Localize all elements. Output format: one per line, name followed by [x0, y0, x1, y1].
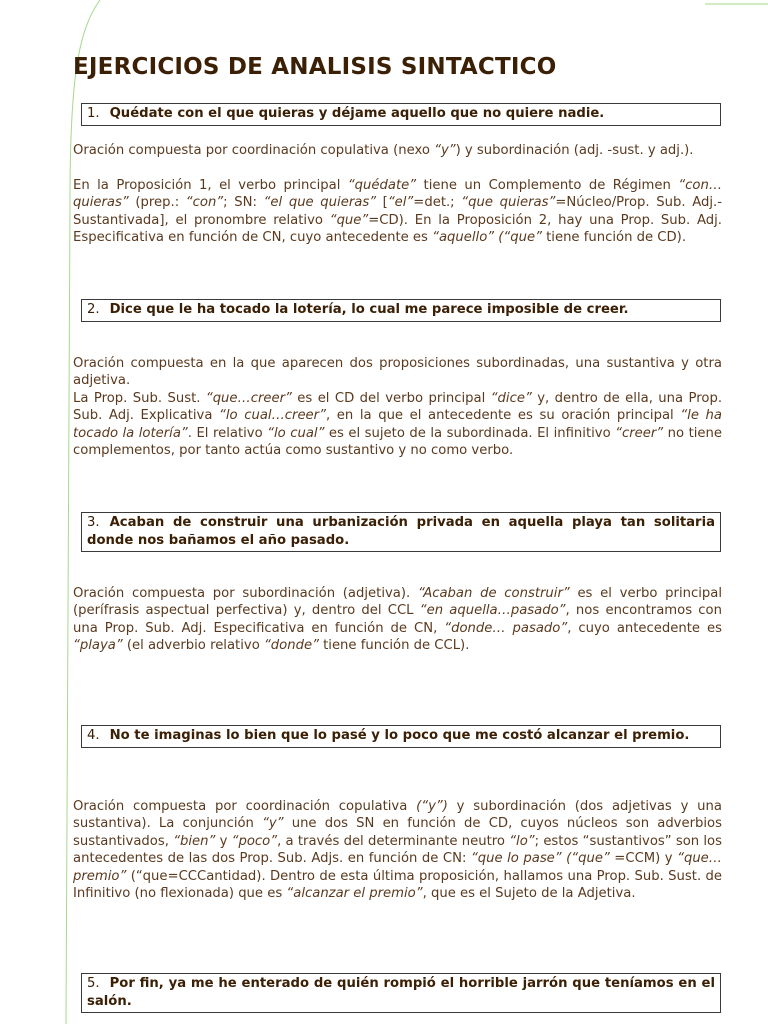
paragraph-text-run: =det.;	[413, 195, 462, 211]
paragraph-text-run: Oración compuesta por subordinación (adjetiva).	[73, 586, 418, 601]
paragraph-text-run: , que es el Sujeto de la Adjetiva.	[422, 886, 636, 902]
paragraph-text-run: , nos encontramos con una Prop. Sub. Adj. Especificativa en función de CN,	[73, 603, 722, 636]
paragraph-text-run: no tiene complementos, por tanto actúa como sustantivo y no como verbo.	[73, 425, 722, 459]
paragraph-text-run: “y”	[262, 816, 284, 832]
paragraph-text-run: =CCM) y	[609, 851, 678, 867]
paragraph-text-run: “que”	[329, 212, 369, 228]
exercise-2-paragraph-1	[73, 355, 722, 390]
paragraph-text-run: (“y”)	[416, 799, 448, 814]
paragraph-text-run: “que quieras”	[461, 195, 556, 211]
paragraph-text-run: “alcanzar el premio”	[286, 886, 423, 902]
paragraph-text-run: “el”	[387, 195, 414, 211]
exercise-number: 4.	[87, 728, 100, 743]
paragraph-text-run: “lo cual”	[267, 425, 325, 441]
paragraph-text-run: “que…premio”	[73, 851, 722, 884]
paragraph-text-run: es el CD del verbo principal	[291, 391, 491, 406]
paragraph-text-run: “aquello” (“que”	[432, 230, 542, 246]
paragraph-text-run: “lo”	[509, 833, 535, 849]
paragraph-text-run: ) y subordinación (adj. -sust. y adj.).	[455, 143, 694, 158]
paragraph-text-run: . El relativo	[187, 425, 268, 441]
exercise-number: 2.	[87, 302, 100, 317]
exercise-2-sentence	[81, 299, 721, 322]
paragraph-text-run: , en la que el antecedente es su oración principal	[325, 408, 681, 424]
paragraph-text-run: ; SN:	[223, 195, 264, 211]
paragraph-text-run: “lo cual…creer”	[219, 408, 326, 424]
paragraph-text-run: En la Proposición 1, el verbo principal	[73, 178, 348, 193]
paragraph-text-run: “creer”	[615, 425, 664, 441]
exercise-number: 1.	[87, 106, 100, 121]
exercise-sentence: No te imaginas lo bien que lo pasé y lo poco que me costó alcanzar el premio.	[109, 728, 690, 743]
exercise-sentence: Quédate con el que quieras y déjame aquello que no quiere nadie.	[109, 106, 605, 121]
paragraph-text-run: “poco”	[231, 833, 278, 849]
exercise-number: 5.	[87, 976, 100, 991]
paragraph-text-run: “que lo pase” (“que”	[470, 851, 610, 867]
exercise-number: 3.	[87, 515, 100, 530]
paragraph-text-run: y	[215, 833, 232, 849]
paragraph-text-run: es el sujeto de la subordinada. El infinitivo	[324, 425, 616, 441]
paragraph-text-run: es el verbo principal (perífrasis aspectual perfectiva) y, dentro del CCL	[73, 586, 722, 619]
paragraph-text-run: Oración compuesta por coordinación copulativa (nexo	[73, 143, 435, 158]
exercise-sentence: Por fin, ya me he enterado de quién rompió el horrible jarrón que teníamos en el salón.	[87, 976, 715, 1009]
paragraph-text-run: , cuyo antecedente es	[567, 620, 722, 636]
exercise-1-paragraph-1	[73, 142, 722, 159]
paragraph-text-run: tiene función de CD).	[541, 230, 687, 246]
exercise-5-sentence	[81, 973, 721, 1013]
paragraph-text-run: une dos SN en función de CD, cuyos núcleos son adverbios sustantivados,	[73, 816, 722, 849]
exercise-3-paragraph-1	[73, 585, 722, 655]
paragraph-text-run: “bien”	[173, 833, 216, 849]
paragraph-text-run: La Prop. Sub. Sust.	[73, 391, 206, 406]
paragraph-text-run: “y”	[434, 143, 456, 158]
paragraph-text-run: “el que quieras”	[263, 195, 377, 211]
paragraph-text-run: , a través del determinante neutro	[277, 833, 510, 849]
paragraph-text-run: y, dentro de ella, una Prop. Sub. Adj. Explicativa	[73, 391, 723, 424]
paragraph-text-run: “dice”	[490, 391, 532, 406]
exercise-2-paragraph-2	[73, 390, 722, 460]
paragraph-text-run: “Acaban de construir”	[417, 586, 570, 601]
paragraph-text-run: y subordinación (dos adjetivas y una sustantiva). La conjunción	[73, 799, 722, 832]
paragraph-text-run: “con…quieras”	[73, 178, 723, 211]
exercise-4-paragraph-1	[73, 798, 722, 902]
paragraph-text-run: (prep.:	[128, 195, 186, 211]
paragraph-text-run: “que…creer”	[205, 391, 292, 406]
paragraph-text-run: (“que=CCCantidad). Dentro de esta última proposición, hallamos una Prop. Sub. Sust. de Infinitivo (no flexionada) que es	[73, 868, 722, 902]
exercise-3-sentence	[81, 512, 721, 552]
paragraph-text-run: (el adverbio relativo	[122, 638, 264, 654]
paragraph-text-run: =Núcleo/Prop. Sub. Adj.-Sustantivada], el pronombre relativo	[73, 195, 722, 228]
exercise-4-sentence	[81, 725, 721, 748]
paragraph-text-run: =CD). En la Proposición 2, hay una Prop. Sub. Adj. Especificativa en función de CN, cuyo antecedente es	[73, 212, 723, 246]
exercise-sentence: Acaban de construir una urbanización privada en aquella playa tan solitaria donde nos bañamos el año pasado.	[87, 515, 715, 548]
exercise-sentence: Dice que le ha tocado la lotería, lo cual me parece imposible de creer.	[109, 302, 629, 317]
paragraph-text-run: tiene un Complemento de Régimen	[416, 178, 679, 193]
paragraph-text-run: “quédate”	[347, 178, 417, 193]
paragraph-text-run: “le ha tocado la lotería”	[73, 408, 722, 441]
paragraph-text-run: “donde”	[263, 638, 319, 654]
paragraph-text-run: tiene función de CCL).	[318, 638, 470, 654]
paragraph-text-run: [	[376, 195, 388, 211]
document-title: EJERCICIOS DE ANALISIS SINTACTICO	[73, 54, 557, 80]
paragraph-text-run: “en aquella…pasado”	[419, 603, 566, 619]
paragraph-text-run: ; estos “sustantivos” son los antecedentes de las dos Prop. Sub. Adjs. en función de CN:	[73, 833, 722, 867]
paragraph-text-run: “donde… pasado”	[444, 620, 568, 636]
paragraph-text-run: “playa”	[73, 638, 123, 654]
paragraph-text-run: Oración compuesta por coordinación copulativa	[73, 799, 417, 814]
paragraph-text-run: Oración compuesta en la que aparecen dos proposiciones subordinadas, una sustantiva y otra adjetiva.	[73, 356, 722, 389]
paragraph-text-run: “con”	[185, 195, 224, 211]
exercise-1-sentence	[81, 103, 721, 126]
exercise-1-paragraph-2	[73, 177, 722, 247]
